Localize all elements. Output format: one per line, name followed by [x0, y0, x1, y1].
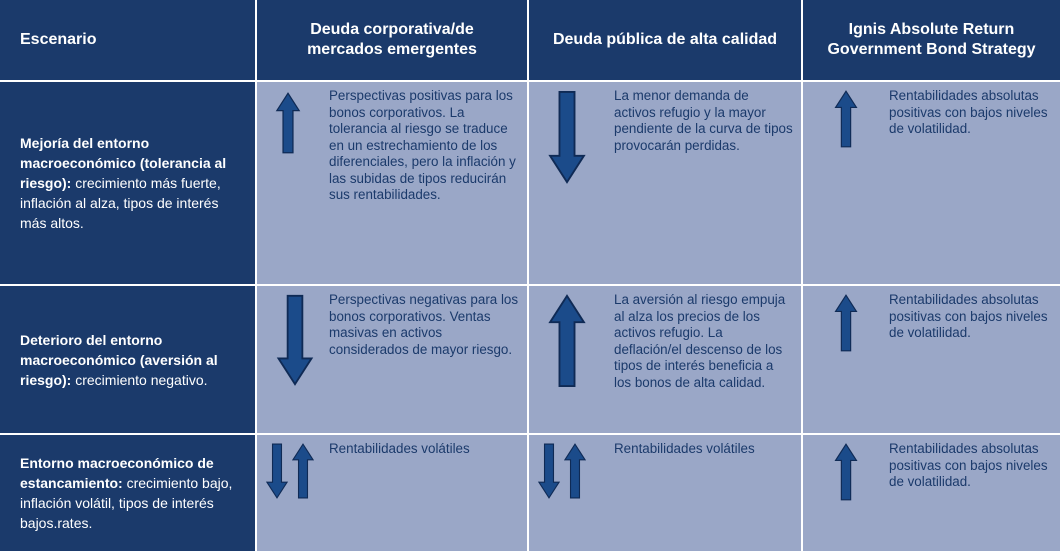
scenario-deterioration	[0, 286, 255, 433]
cell-r1-public	[527, 82, 801, 284]
scenario-detail: crecimiento bajo, inflación volátil, tipos de interés bajos.rates.	[20, 475, 233, 531]
scenario-improvement	[0, 82, 255, 284]
scenario-stagnation	[0, 435, 255, 551]
cell-text: Perspectivas negativas para los bonos corporativos. Ventas masivas en activos considerados de mayor riesgo.	[329, 292, 519, 357]
scenario-description	[20, 453, 247, 533]
arrow-up-icon	[275, 92, 301, 154]
scenario-title: Entorno macroeconómico de estancamiento:	[20, 455, 214, 491]
scenario-detail: crecimiento más fuerte, inflación al alza, tipos de interés más altos.	[20, 175, 221, 231]
header-scenario	[0, 0, 255, 80]
cell-r3-public	[527, 435, 801, 551]
arrow-down-icon	[543, 90, 591, 184]
scenario-title: Mejoría del entorno macroeconómico (tolerancia al riesgo):	[20, 135, 227, 191]
arrow-down-icon	[263, 443, 291, 499]
header-ignis-strategy-label: Ignis Absolute Return Government Bond Strategy	[827, 21, 1036, 58]
cell-text: Rentabilidades absolutas positivas con bajos niveles de volatilidad.	[889, 88, 1048, 136]
cell-text: Rentabilidades absolutas positivas con bajos niveles de volatilidad.	[889, 441, 1048, 489]
cell-r1-ignis	[801, 82, 1060, 284]
header-public-debt-label: Deuda pública de alta calidad	[552, 31, 778, 48]
header-public-debt	[527, 0, 801, 80]
cell-text: La aversión al riesgo empuja al alza los precios de los activos refugio. La deflación/el descenso de los tipos de interés beneficia a los bonos de alta calidad.	[614, 292, 786, 390]
cell-text: Rentabilidades absolutas positivas con bajos niveles de volatilidad.	[889, 292, 1048, 340]
cell-text: Rentabilidades volátiles	[329, 441, 470, 456]
header-scenario-label: Escenario	[20, 31, 97, 48]
header-ignis-strategy	[801, 0, 1060, 80]
arrow-up-icon	[561, 443, 589, 499]
header-corporate-debt	[255, 0, 527, 80]
cell-r2-public	[527, 286, 801, 433]
scenario-description	[20, 133, 247, 233]
scenario-title: Deterioro del entorno macroeconómico (aversión al riesgo):	[20, 331, 218, 388]
arrow-down-icon	[535, 443, 563, 499]
header-corporate-debt-label: Deuda corporativa/de mercados emergentes	[307, 21, 477, 58]
arrow-up-icon	[831, 90, 861, 148]
scenario-description	[20, 330, 247, 390]
cell-text: Perspectivas positivas para los bonos corporativos. La tolerancia al riesgo se traduce en un estrechamiento de los diferenciales, pero la inflación y las subidas de tipos reducirán sus rentabilidades.	[329, 88, 516, 202]
scenario-detail: crecimiento negativo.	[71, 371, 208, 388]
cell-r3-corporate	[255, 435, 527, 551]
cell-r2-corporate	[255, 286, 527, 433]
arrow-up-icon	[831, 294, 861, 352]
cell-text: Rentabilidades volátiles	[614, 441, 755, 456]
arrow-up-icon	[289, 443, 317, 499]
arrow-down-icon	[271, 294, 319, 386]
cell-r2-ignis	[801, 286, 1060, 433]
arrow-up-icon	[831, 443, 861, 501]
cell-text: La menor demanda de activos refugio y la mayor pendiente de la curva de tipos provocarán perdidas.	[614, 88, 793, 153]
cell-r1-corporate	[255, 82, 527, 284]
cell-r3-ignis	[801, 435, 1060, 551]
arrow-up-icon	[543, 294, 591, 388]
